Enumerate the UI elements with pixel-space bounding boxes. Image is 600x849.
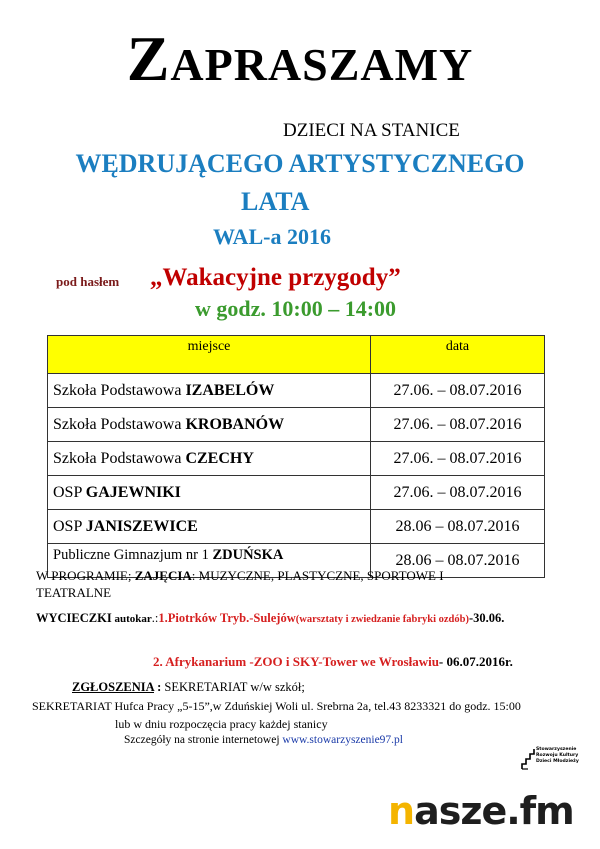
place-cell: [48, 476, 371, 510]
brand-watermark: [388, 789, 574, 833]
table-row: [48, 510, 545, 544]
slogan-text: „Wakacyjne przygody”: [150, 264, 401, 291]
date-cell: 27.06. – 08.07.2016: [371, 408, 545, 442]
trip-1-note: (warsztaty i zwiedzanie fabryki ozdób): [295, 614, 469, 625]
signup-line-1: SEKRETARIAT w/w szkół;: [164, 680, 305, 694]
table-row: [48, 476, 545, 510]
place-name: IZABELÓW: [185, 381, 275, 399]
place-cell: [48, 442, 371, 476]
title-first-letter: Z: [126, 23, 171, 94]
details-text: Szczegóły na stronie internetowej: [124, 734, 283, 746]
trips-text: [36, 610, 556, 628]
trip-1-date: -30.06.: [468, 611, 505, 625]
signup-line: [26, 680, 305, 695]
schedule-header-row: [48, 336, 545, 374]
trips-bus: autokar: [111, 613, 152, 625]
subtitle-line-2: WĘDRUJĄCEGO ARTYSTYCZNEGO: [75, 149, 525, 178]
program-activities: : MUZYCZNE, PLASTYCZNE, SPORTOWE I TEATRALNE: [36, 568, 444, 600]
place-prefix: OSP: [53, 483, 86, 501]
subtitle-line-1: DZIECI NA STANICE: [283, 120, 460, 141]
place-name: GAJEWNIKI: [85, 483, 181, 501]
table-row: [48, 442, 545, 476]
trips-label: WYCIECZKI: [36, 611, 112, 625]
table-row: [48, 374, 545, 408]
place-prefix: Szkoła Podstawowa: [53, 415, 186, 433]
header-date: data: [371, 336, 545, 374]
header-place: miejsce: [48, 336, 371, 374]
trip-1: 1.Piotrków Tryb.-Sulejów: [158, 611, 296, 625]
place-name: CZECHY: [185, 449, 254, 467]
title-rest: APRASZAMY: [170, 39, 474, 90]
trip-2: 2. Afrykanarium -ZOO i SKY-Tower we Wrosławiu: [153, 654, 439, 669]
signup-line-2: SEKRETARIAT Hufca Pracy „5-15”,w Zduńskiej Woli ul. Srebrna 2a, tel.43 8233321 do godz. 15:00: [32, 699, 521, 713]
place-cell: [48, 374, 371, 408]
place-name: JANISZEWICE: [85, 517, 198, 535]
schedule-table: [47, 335, 545, 578]
subtitle-line-4: WAL-a 2016: [213, 224, 331, 249]
trips-separator: .:: [151, 611, 159, 625]
date-cell: 28.06 – 08.07.2016: [371, 544, 545, 578]
place-name: KROBANÓW: [185, 415, 285, 433]
poster-title: [0, 22, 600, 96]
signup-label: ZGŁOSZENIA: [72, 680, 154, 694]
table-row: [48, 408, 545, 442]
date-cell: 28.06 – 08.07.2016: [371, 510, 545, 544]
hours-text: w godz. 10:00 – 14:00: [195, 296, 397, 321]
signup-colon: :: [153, 680, 165, 694]
slogan-prefix: pod hasłem: [56, 274, 120, 289]
place-prefix: Szkoła Podstawowa: [53, 381, 186, 399]
association-logo: [520, 745, 584, 773]
subtitle-line-3: LATA: [241, 187, 310, 216]
brand-n: n: [388, 789, 415, 833]
brand-rest: asze.fm: [414, 789, 574, 833]
place-cell: [48, 408, 371, 442]
place-cell: [48, 510, 371, 544]
place-name: ZDUŃSKA: [212, 547, 284, 563]
place-prefix: Szkoła Podstawowa: [53, 449, 186, 467]
place-prefix: OSP: [53, 517, 86, 535]
date-cell: 27.06. – 08.07.2016: [371, 476, 545, 510]
program-zajecia-label: ZAJĘCIA: [134, 568, 192, 583]
details-line: [124, 734, 403, 746]
signup-line-3: lub w dniu rozpoczęcia pracy każdej stanicy: [115, 717, 328, 731]
trip-2-date: - 06.07.2016r.: [438, 654, 513, 669]
program-label: W PROGRAMIE;: [36, 568, 135, 583]
trip-2-line: [153, 654, 513, 670]
logo-text: Stowarzyszenie Rozwoju Kultury Dzieci Młodzieży: [536, 747, 579, 764]
date-cell: 27.06. – 08.07.2016: [371, 442, 545, 476]
place-prefix: Publiczne Gimnazjum nr 1: [53, 547, 213, 563]
program-text: [36, 567, 506, 601]
date-cell: 27.06. – 08.07.2016: [371, 374, 545, 408]
website-link[interactable]: www.stowarzyszenie97.pl: [282, 734, 404, 746]
